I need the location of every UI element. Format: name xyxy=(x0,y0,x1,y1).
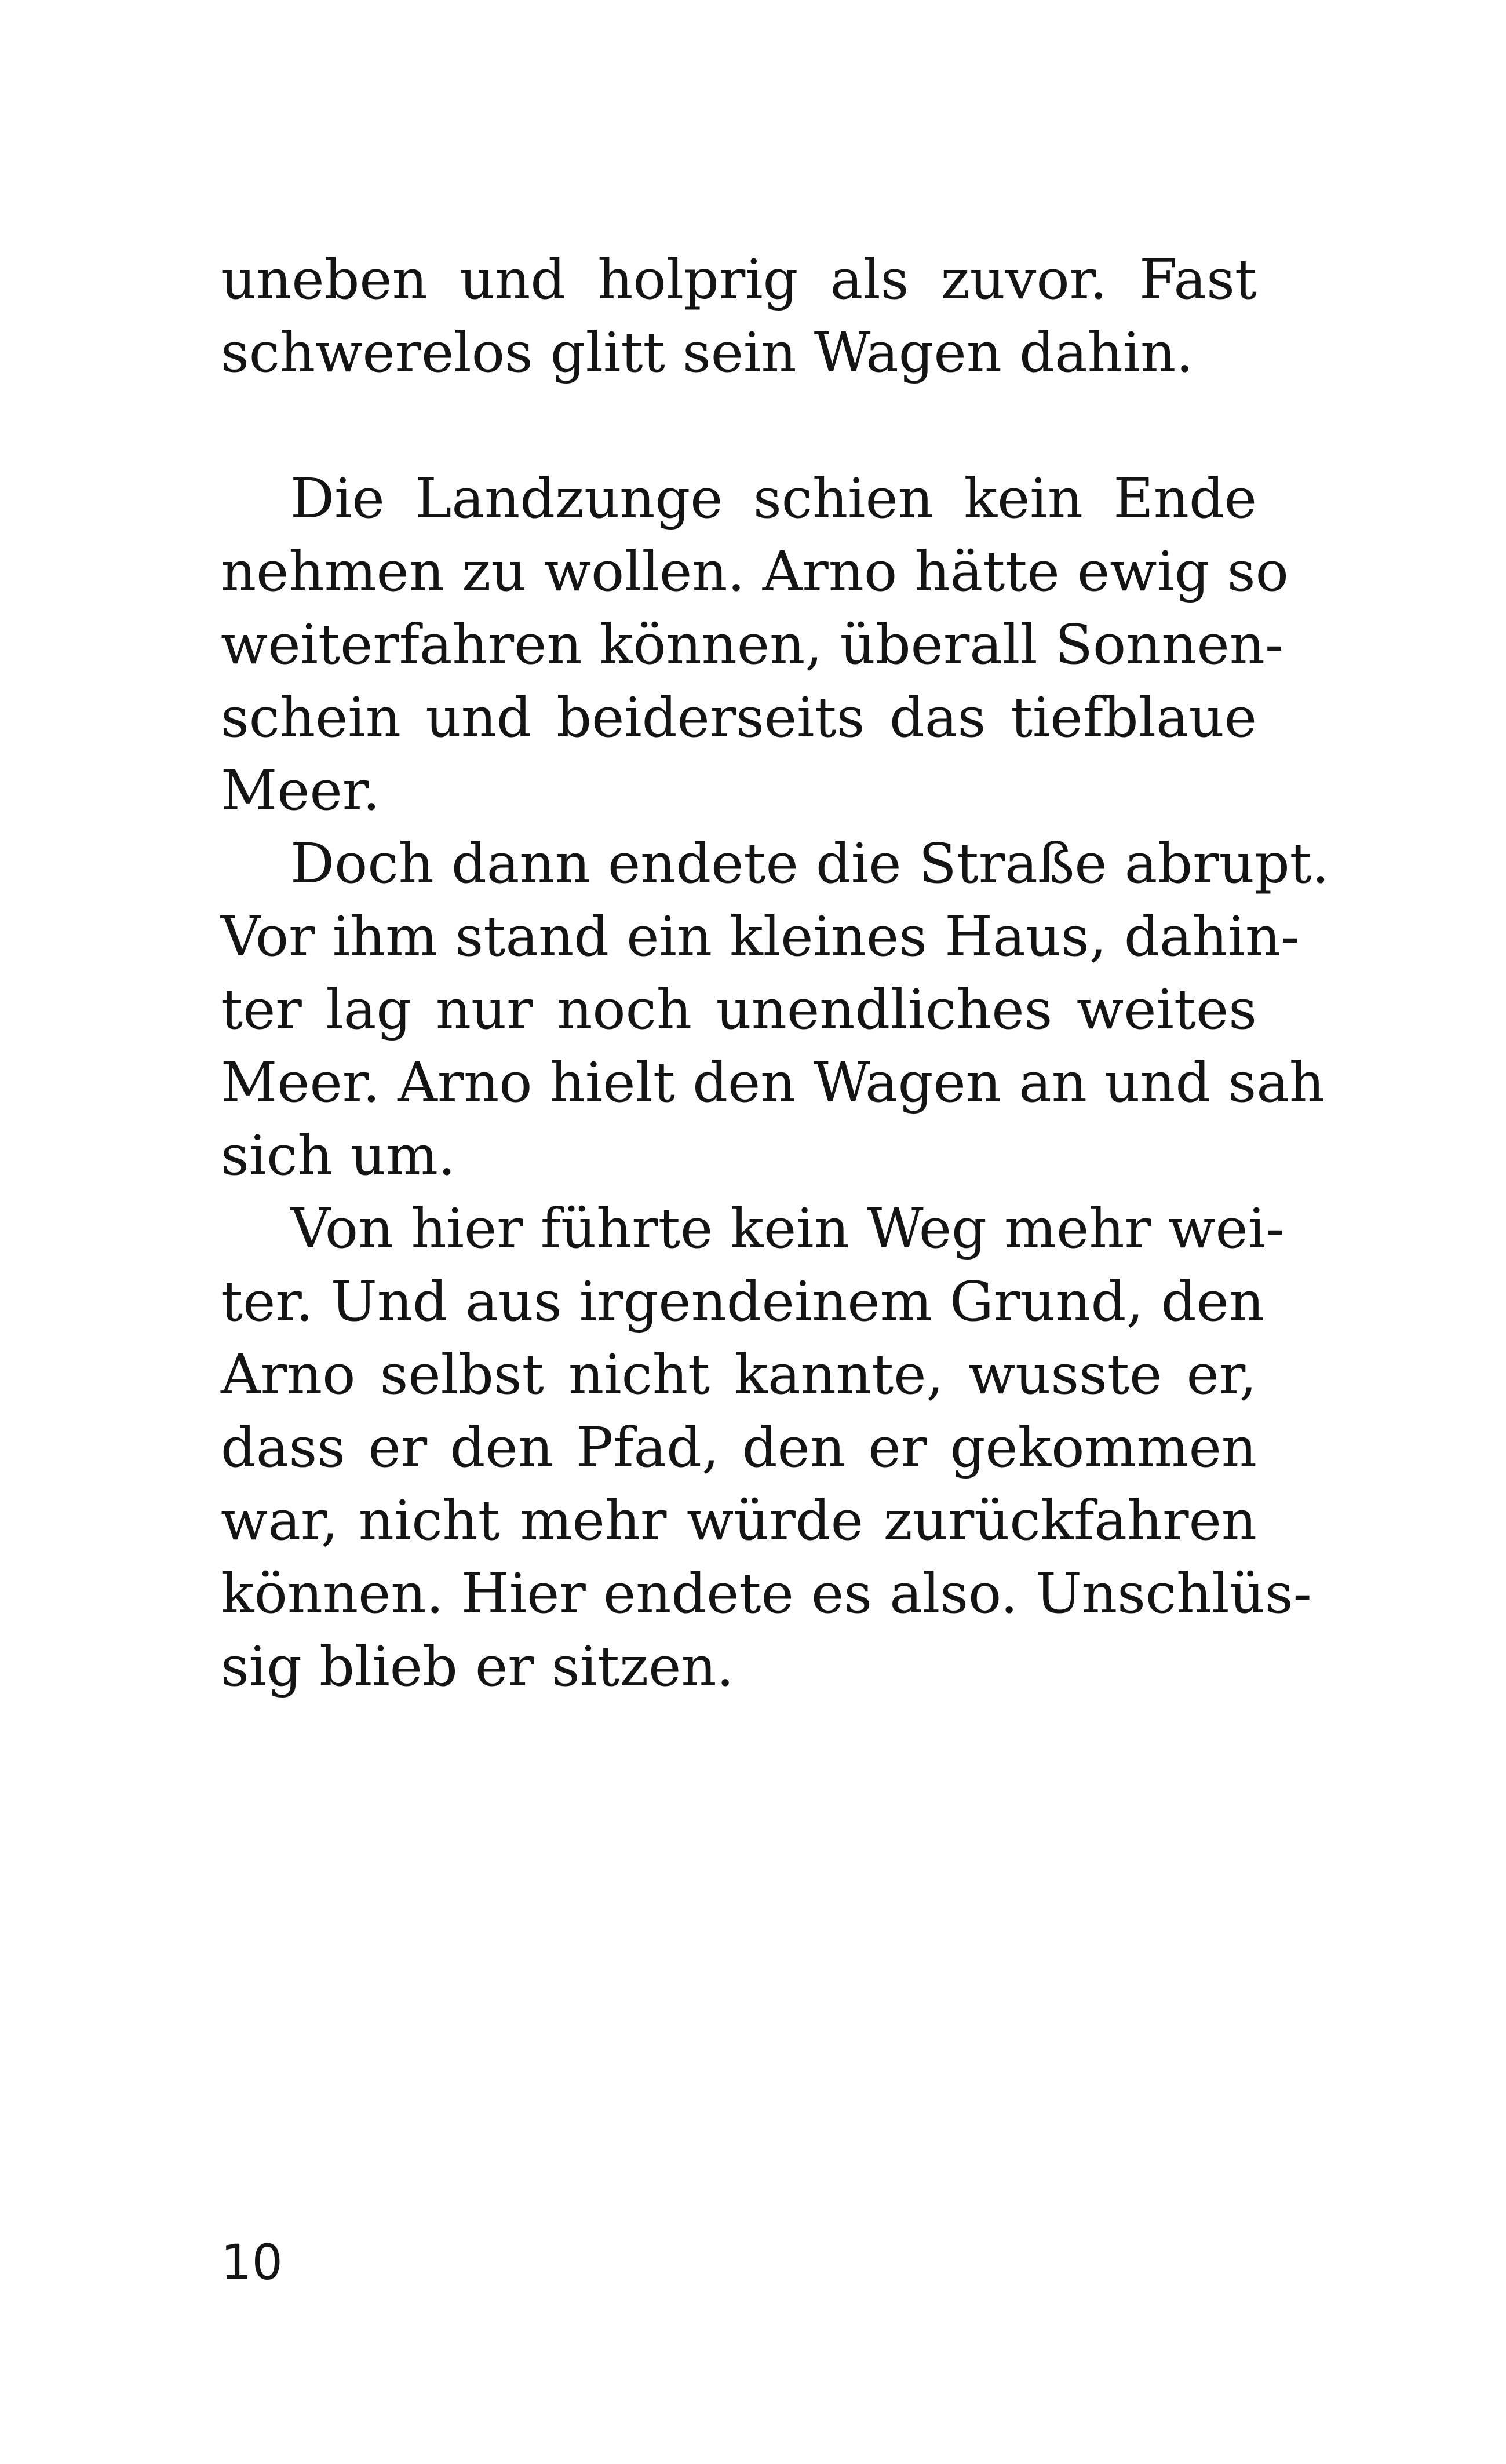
text-line: ter lag nur noch unendliches weites xyxy=(221,978,1257,1042)
text-line: sig blieb er sitzen. xyxy=(221,1635,734,1699)
text-line: nehmen zu wollen. Arno hätte ewig so xyxy=(221,540,1289,604)
text-line: schein und beiderseits das tiefblaue xyxy=(221,686,1257,750)
text-line: uneben und holprig als zuvor. Fast xyxy=(221,248,1257,312)
text-line: Vor ihm stand ein kleines Haus, dahin- xyxy=(221,905,1300,969)
paragraph xyxy=(221,827,1330,1192)
text-line: Arno selbst nicht kannte, wusste er, xyxy=(221,1343,1257,1407)
text-line: können. Hier endete es also. Unschlüs- xyxy=(221,1562,1312,1626)
text-line: schwerelos glitt sein Wagen dahin. xyxy=(221,321,1194,385)
text-line: Meer. Arno hielt den Wagen an und sah xyxy=(221,1051,1325,1115)
text-line: Von hier führte kein Weg mehr wei- xyxy=(290,1197,1285,1261)
text-line: war, nicht mehr würde zurückfahren xyxy=(221,1489,1257,1553)
paragraph-spacer xyxy=(221,389,1257,462)
text-line: weiterfahren können, überall Sonnen- xyxy=(221,613,1284,677)
text-line: Meer. xyxy=(221,759,380,823)
paragraph xyxy=(221,1192,1312,1703)
text-line: sich um. xyxy=(221,1124,456,1188)
page-number: 10 xyxy=(221,2234,283,2291)
book-text xyxy=(221,243,1330,1703)
paragraph xyxy=(221,462,1289,827)
text-line: Die Landzunge schien kein Ende xyxy=(290,467,1257,531)
text-line: ter. Und aus irgendeinem Grund, den xyxy=(221,1270,1265,1334)
paragraph-continued xyxy=(221,243,1257,389)
text-line: dass er den Pfad, den er gekommen xyxy=(221,1416,1257,1480)
text-line: Doch dann endete die Straße abrupt. xyxy=(290,832,1330,896)
